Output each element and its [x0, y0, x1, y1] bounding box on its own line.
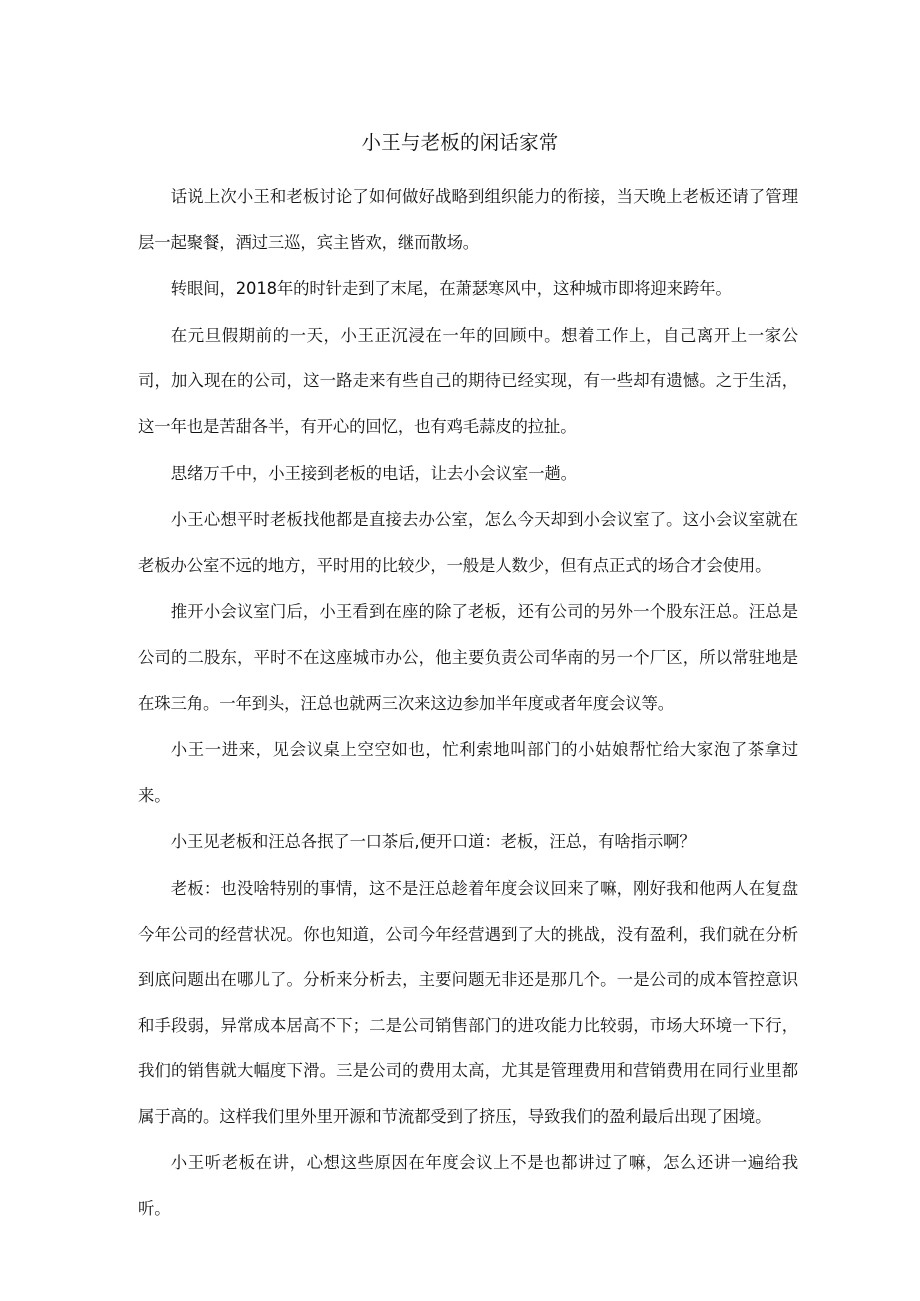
paragraph: 话说上次小王和老板讨论了如何做好战略到组织能力的衔接，当天晚上老板还请了管理层一起聚餐，酒过三巡，宾主皆欢，继而散场。 — [138, 187, 798, 252]
document-body — [138, 174, 798, 1233]
document-title: 小王与老板的闲话家常 — [361, 131, 559, 154]
paragraph: 小王见老板和汪总各抿了一口茶后,便开口道：老板，汪总，有啥指示啊？ — [170, 832, 696, 852]
paragraph: 小王心想平时老板找他都是直接去办公室，怎么今天却到小会议室了。这小会议室就在老板办公室不远的地方，平时用的比较少，一般是人数少，但有点正式的场合才会使用。 — [138, 510, 798, 575]
paragraph: 老板：也没啥特别的事情，这不是汪总趁着年度会议回来了嘛，刚好我和他两人在复盘今年公司的经营状况。你也知道，公司今年经营遇到了大的挑战，没有盈利，我们就在分析到底问题出在哪儿了。分析来分析去，主要问题无非还是那几个。一是公司的成本管控意识和手段弱，异常成本居高不下；二是公司销售部门的进攻能力比较弱，市场大环境一下行，我们的销售就大幅度下滑。三是公司的费用太高，尤其是管理费用和营销费用在同行业里都属于高的。这样我们里外里开源和节流都受到了挤压，导致我们的盈利最后出现了困境。 — [138, 878, 798, 1126]
paragraph: 在元旦假期前的一天，小王正沉浸在一年的回顾中。想着工作上，自己离开上一家公司，加入现在的公司，这一路走来有些自己的期待已经实现，有一些却有遗憾。之于生活，这一年也是苦甜各半，有开心的回忆，也有鸡毛蒜皮的拉扯。 — [138, 325, 798, 436]
paragraph: 推开小会议室门后，小王看到在座的除了老板，还有公司的另外一个股东汪总。汪总是公司的二股东，平时不在这座城市办公，他主要负责公司华南的另一个厂区，所以常驻地是在珠三角。一年到头，汪总也就两三次来这边参加半年度或者年度会议等。 — [138, 602, 798, 713]
paragraph: 转眼间，2018年的时针走到了末尾，在萧瑟寒风中，这种城市即将迎来跨年。 — [170, 279, 732, 299]
paragraph: 小王听老板在讲，心想这些原因在年度会议上不是也都讲过了嘛，怎么还讲一遍给我听。 — [138, 1153, 798, 1219]
paragraph: 思绪万千中，小王接到老板的电话，让去小会议室一趟。 — [170, 463, 577, 483]
paragraph: 小王一进来，见会议桌上空空如也，忙利索地叫部门的小姑娘帮忙给大家泡了茶拿过来。 — [138, 740, 798, 805]
